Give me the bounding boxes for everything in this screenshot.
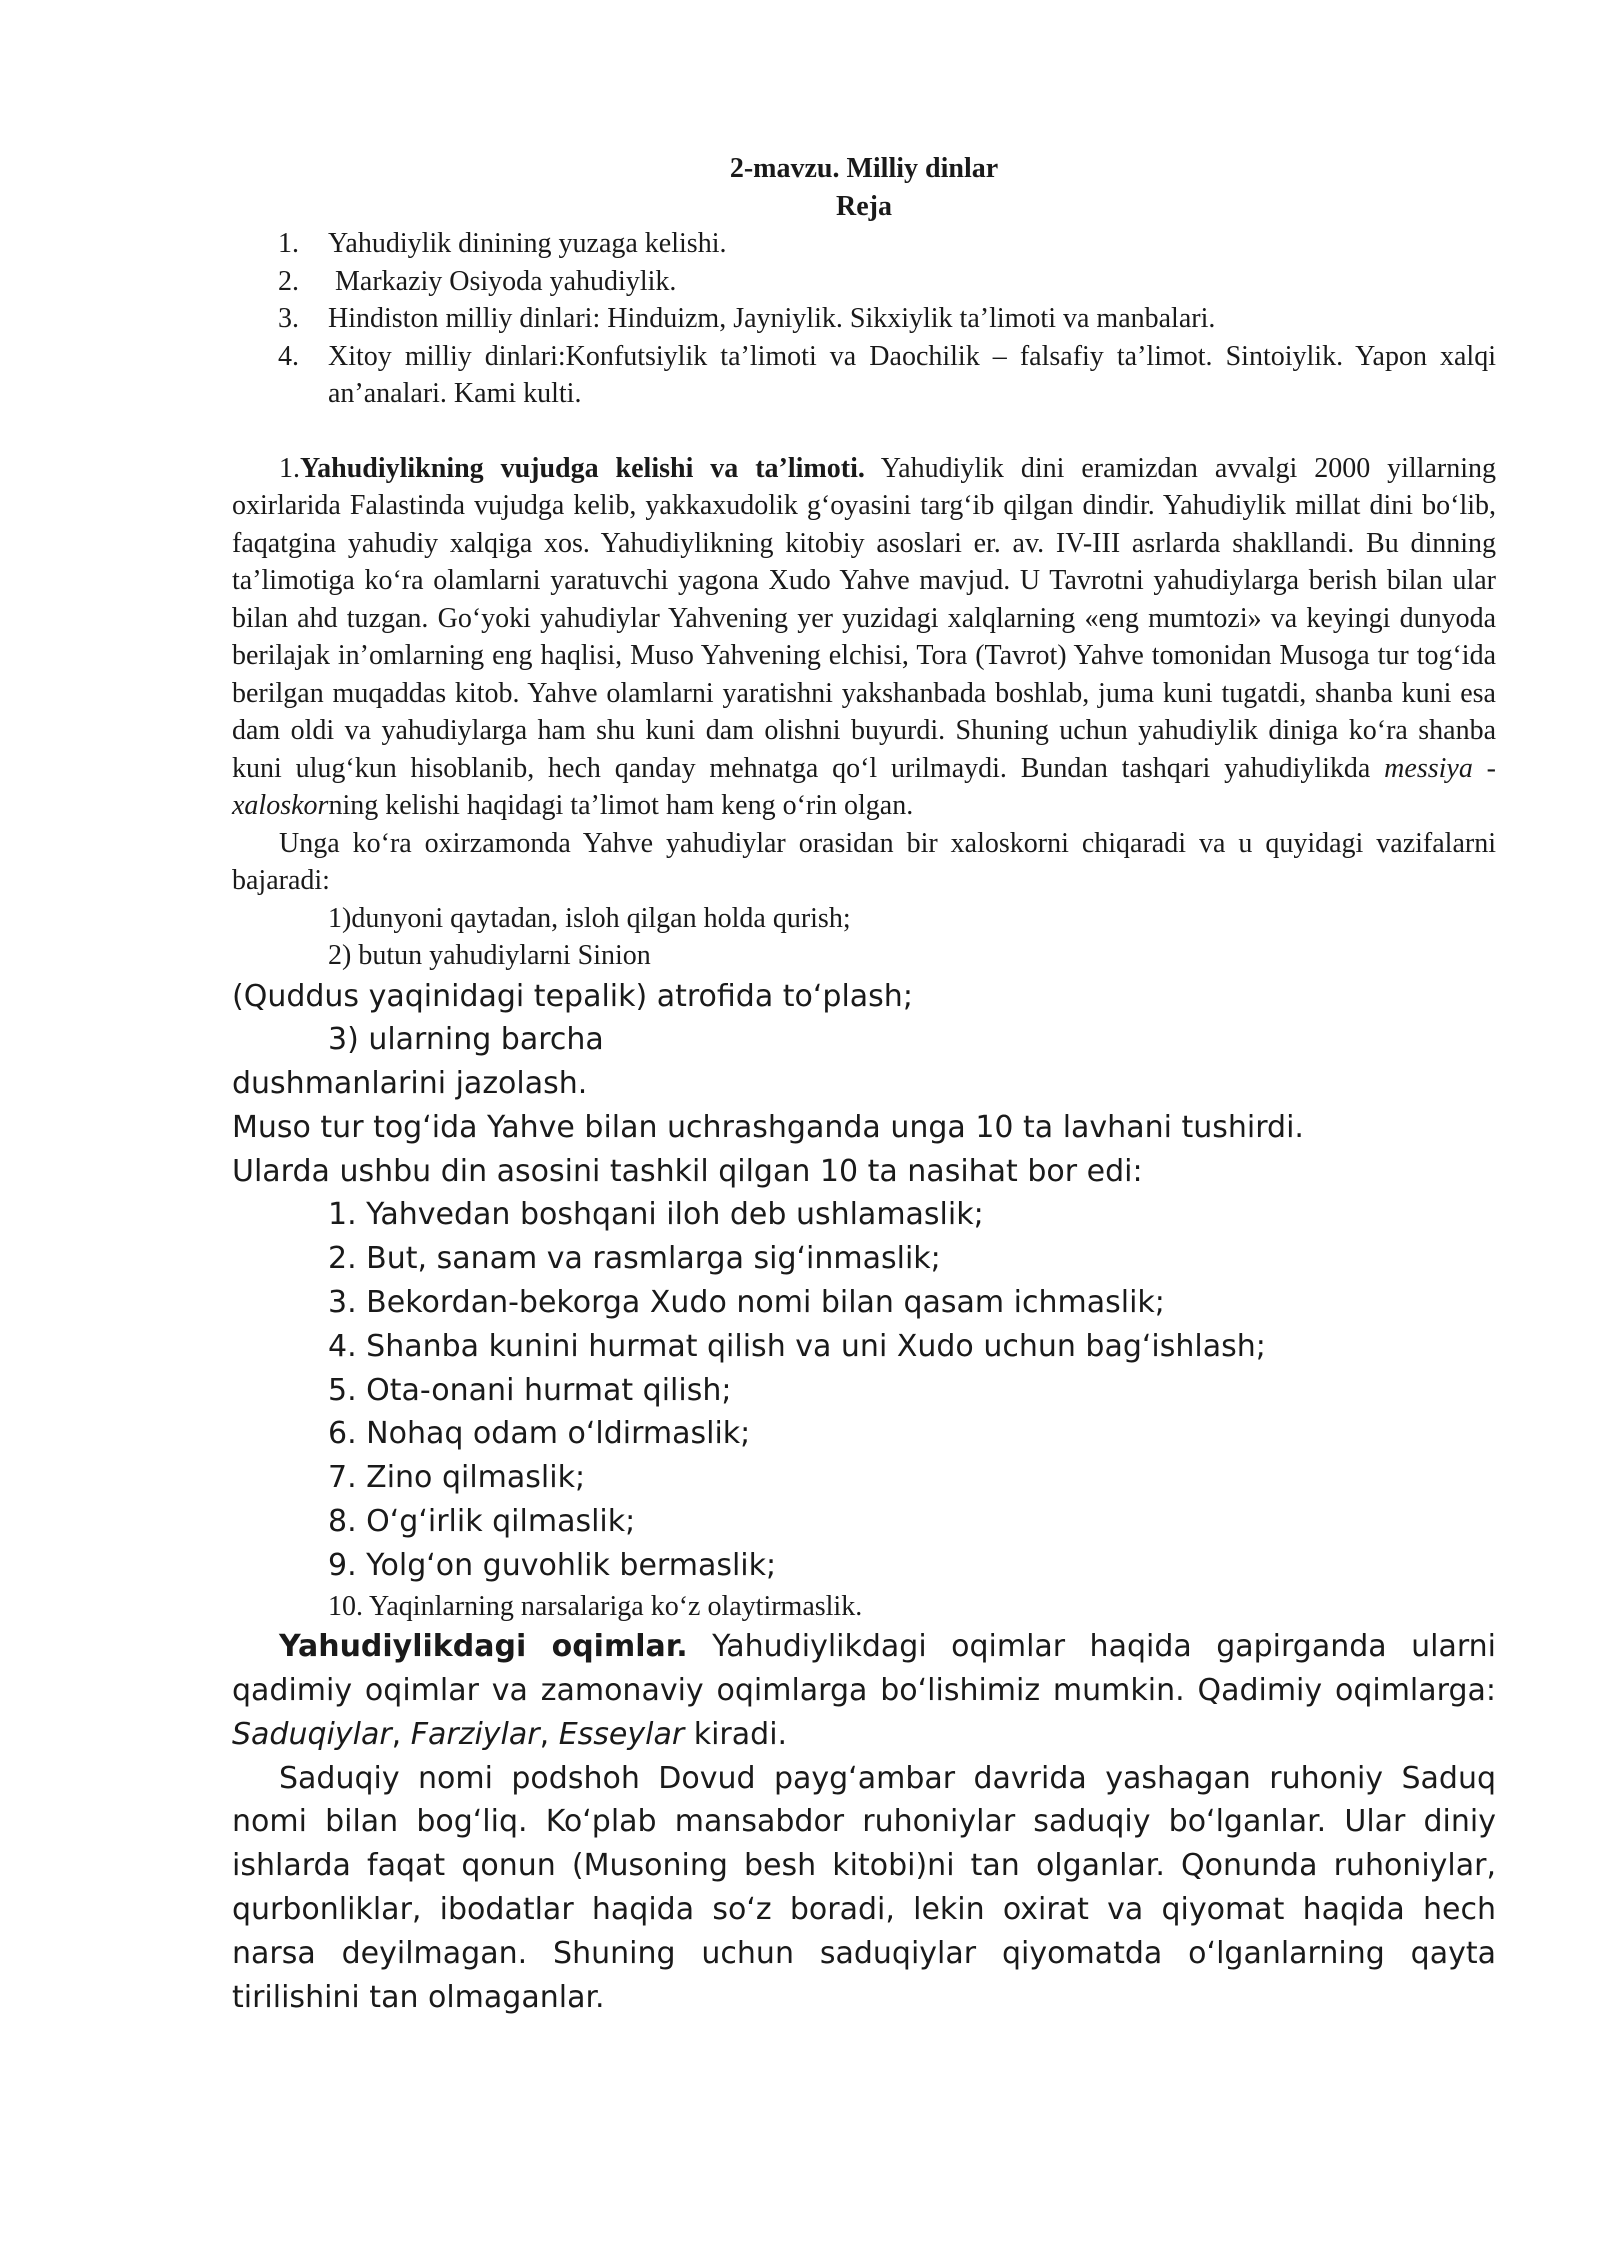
oqimlar-paragraph xyxy=(232,1625,1496,1756)
task-1: 1)dunyoni qaytadan, isloh qilgan holda qurish; xyxy=(328,902,851,934)
commandment-item-10: 10. Yaqinlarning narsalariga ko‘z olaytirmaslik. xyxy=(328,1590,863,1622)
separator: , xyxy=(539,1716,559,1752)
commandment-item: 5. Ota-onani hurmat qilish; xyxy=(328,1372,732,1408)
spacer xyxy=(232,413,1496,450)
commandment-item: 3. Bekordan-bekorga Xudo nomi bilan qasam ichmaslik; xyxy=(328,1285,1165,1321)
page-title: 2-mavzu. Milliy dinlar xyxy=(729,153,999,184)
commandment-item: 7. Zino qilmaslik; xyxy=(328,1460,586,1496)
task-2-continued: (Quddus yaqinidagi tepalik) atrofida to‘plash; xyxy=(232,978,913,1014)
plan-list xyxy=(232,225,1496,413)
commandment-item: 4. Shanba kunini hurmat qilish va uni Xudo uchun bag‘ishlash; xyxy=(328,1328,1266,1364)
plan-item xyxy=(232,225,1496,263)
task-3-continued: dushmanlarini jazolash. xyxy=(232,1066,588,1102)
oqim-saduqiylar: Saduqiylar xyxy=(232,1716,392,1752)
plan-item xyxy=(232,263,1496,301)
task-2: 2) butun yahudiylarni Sinion xyxy=(328,940,651,971)
commandment-item: 8. O‘g‘irlik qilmaslik; xyxy=(328,1504,636,1540)
plan-heading: Reja xyxy=(836,190,892,222)
section-1-body: Yahudiylik dini eramizdan avvalgi 2000 yillarning oxirlarida Falastinda vujudga kelib, yakkaxudolik g‘oyasini targ‘ib qilgan dindir. Yahudiylik millat dini bo‘lib, faqatgina yahudiy xalqiga xos. Yahudiylikning kitobiy asoslari er. av. IV-III asrlarda shakllandi. Bu dinning ta’limotiga ko‘ra olamlarni yaratuvchi yagona Xudo Yahve mavjud. U Tavrotni yahudiylarga berish bilan ular bilan ahd tuzgan. Go‘yoki yahudiylar Yahvening yer yuzidagi xalqlarning «eng mumtozi» va keyingi dunyoda berilajak in’omlarning eng haqlisi, Muso Yahvening elchisi, Tora (Tavrot) Yahve tomonidan Musoga tur tog‘ida berilgan muqaddas kitob. Yahve olamlarni yaratishni yakshanbada boshlab, juma kuni tugatdi, shanba kuni esa dam oldi va yahudiylarga ham shu kuni dam olishni buyurdi. Shuning uchun yahudiylik diniga ko‘ra shanba kuni ulug‘kun hisoblanib, hech qanday mehnatga qo‘l urilmaydi. Bundan tashqari yahudiylikda xyxy=(232,452,1496,784)
oqimlar-end: kiradi. xyxy=(684,1716,788,1752)
saduqiy-paragraph: Saduqiy nomi podshoh Dovud payg‘ambar davrida yashagan ruhoniy Saduq nomi bilan bog‘liq. Ko‘plab mansabdor ruhoniylar saduqiy bo‘lganlar. Ular diniy ishlarda faqat qonun (Musoning besh kitobi)ni tan olganlar. Qonunda ruhoniylar, qurbonliklar, ibodatlar haqida so‘z boradi, lekin oxirat va qiyomat haqida hech narsa deyilmagan. Shuning uchun saduqiylar qiyomatda o‘lganlarning qayta tirilishini tan olmaganlar. xyxy=(232,1760,1496,2015)
ularda-line: Ularda ushbu din asosini tashkil qilgan 10 ta nasihat bor edi: xyxy=(232,1153,1143,1189)
section-1-number: 1. xyxy=(279,452,300,484)
separator: , xyxy=(391,1716,411,1752)
commandment-item: 6. Nohaq odam o‘ldirmaslik; xyxy=(328,1416,751,1452)
commandment-item: 1. Yahvedan boshqani iloh deb ushlamaslik; xyxy=(328,1197,984,1233)
document-title-block xyxy=(232,150,1496,225)
plan-item-text: Yahudiylik dinining yuzaga kelishi. xyxy=(328,228,727,259)
plan-item-number: 1. xyxy=(278,228,299,259)
plan-item-text: Xitoy milliy dinlari:Konfutsiylik ta’limoti va Daochilik – falsafiy ta’limot. Sintoiylik. Yapon xalqi an’analari. Kami kulti. xyxy=(328,340,1496,409)
plan-item-number: 4. xyxy=(278,340,299,372)
section-1-heading: Yahudiylikning vujudga kelishi va ta’limoti. xyxy=(300,452,865,484)
commandment-item: 9. Yolg‘on guvohlik bermaslik; xyxy=(328,1547,777,1583)
plan-item-number: 2. xyxy=(278,265,299,297)
oqim-esseylar: Esseylar xyxy=(558,1716,685,1752)
plan-item-number: 3. xyxy=(278,303,299,334)
commandments-list xyxy=(232,1193,1496,1625)
oqimlar-text: Yahudiylikdagi oqimlar haqida gapirganda ularni qadimiy oqimlar va zamonaviy oqimlarga bo‘lishimiz mumkin. Qadimiy oqimlarga: xyxy=(232,1629,1497,1708)
oqim-farziylar: Farziylar xyxy=(410,1716,540,1752)
task-3: 3) ularning barcha xyxy=(328,1022,604,1058)
plan-item xyxy=(232,300,1496,338)
plan-item xyxy=(232,338,1496,413)
section-1-body-end: ning kelishi haqidagi ta’limot ham keng o‘rin olgan. xyxy=(328,790,914,821)
oqimlar-heading: Yahudiylikdagi oqimlar. xyxy=(279,1629,688,1665)
document-page xyxy=(232,150,1496,2019)
commandment-item: 2. But, sanam va rasmlarga sig‘inmaslik; xyxy=(328,1241,941,1277)
section-1-italic-term: messiya - xaloskor xyxy=(232,752,1496,821)
section-1-paragraph xyxy=(232,450,1496,825)
muso-line: Muso tur tog‘ida Yahve bilan uchrashganda unga 10 ta lavhani tushirdi. xyxy=(232,1109,1304,1145)
plan-item-text: Markaziy Osiyoda yahudiylik. xyxy=(328,265,677,297)
plan-item-text: Hindiston milliy dinlari: Hinduizm, Jayniylik. Sikxiylik ta’limoti va manbalari. xyxy=(328,303,1216,334)
unga-paragraph: Unga ko‘ra oxirzamonda Yahve yahudiylar orasidan bir xaloskorni chiqaradi va u quyidagi vazifalarni bajaradi: xyxy=(232,827,1496,896)
